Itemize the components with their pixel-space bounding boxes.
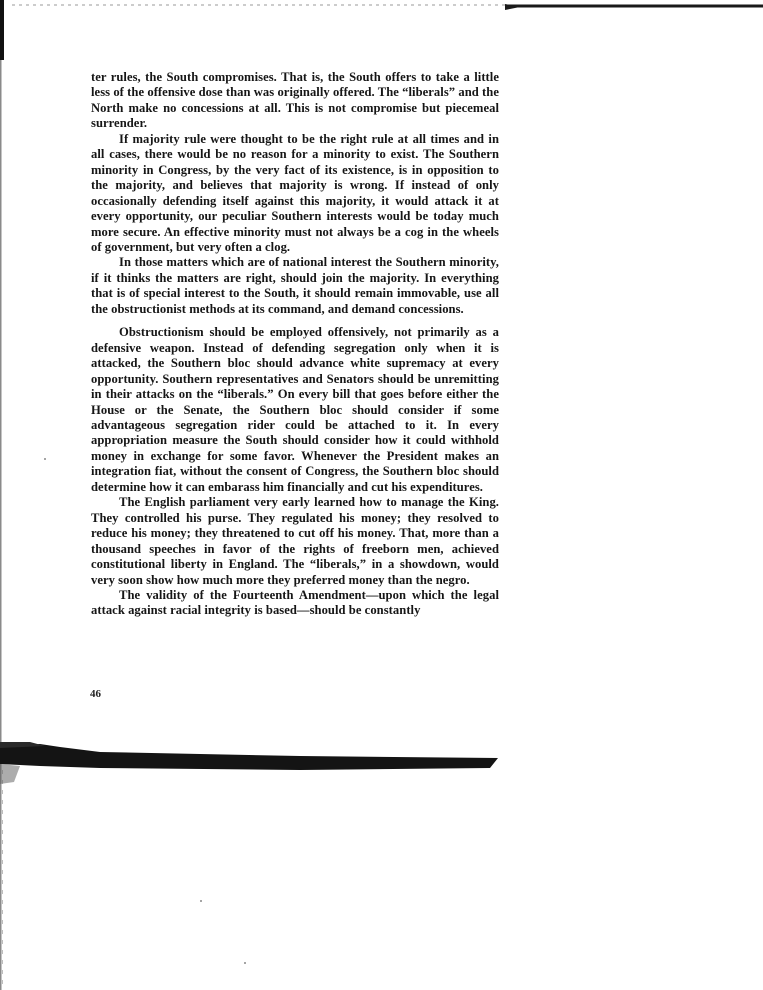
scan-speck	[244, 962, 246, 964]
paragraph-6: The validity of the Fourteenth Amendment—upon which the legal attack against racial integrity is based—should be constantly	[91, 587, 499, 618]
paragraph-3: In those matters which are of national interest the Southern minority, if it thinks the matters are right, should join the majority. In everything that is of special interest to the South, it should remain immovable, use all the obstructionist methods at its command, and demand concessions.	[91, 255, 499, 316]
paragraph-5: The English parliament very early learned how to manage the King. They controlled his purse. They regulated his money; they resolved to reduce his money; they threatened to cut off his money. That, more than a thousand speeches in favor of the rights of freeborn men, achieved constitutional liberty in England. The “liberals,” in a showdown, would very soon show how much more they preferred money than the negro.	[91, 495, 499, 587]
paragraph-4: Obstructionism should be employed offensively, not primarily as a defensive weapon. Instead of defending segregation only when it is attacked, the Southern bloc should advance white supremacy at every opportunity. Southern representatives and Senators should be unremitting in their attacks on the “liberals.” On every bill that goes before either the House or the Senate, the Southern bloc should consider if some advantageous segregation rider could be attached to it. In every appropriation measure the South should consider how it could withhold money in exchange for some favor. Whenever the President makes an integration fiat, without the consent of Congress, the Southern bloc should determine how it can embarass him financially and cut his expenditures.	[91, 325, 499, 494]
body-text	[91, 70, 499, 619]
scan-speck	[200, 900, 202, 902]
scan-edge-left	[0, 0, 12, 990]
scan-shadow-band	[0, 738, 520, 784]
scan-edge-top	[0, 2, 763, 10]
paragraph-1: ter rules, the South compromises. That is, the South offers to take a little less of the offensive dose than was originally offered. The “liberals” and the North make no concessions at all. This is not compromise but piecemeal surrender.	[91, 70, 499, 131]
page-number: 46	[90, 688, 101, 700]
paragraph-2: If majority rule were thought to be the right rule at all times and in all cases, there would be no reason for a minority to exist. The Southern minority in Congress, by the very fact of its existence, is in opposition to the majority, and believes that majority is wrong. If instead of only occasionally defending itself against this majority, it would attack it at every opportunity, our peculiar Southern interests would be today much more secure. An effective minority must not always be a cog in the wheels of government, but very often a clog.	[91, 131, 499, 254]
scan-speck	[44, 458, 46, 460]
